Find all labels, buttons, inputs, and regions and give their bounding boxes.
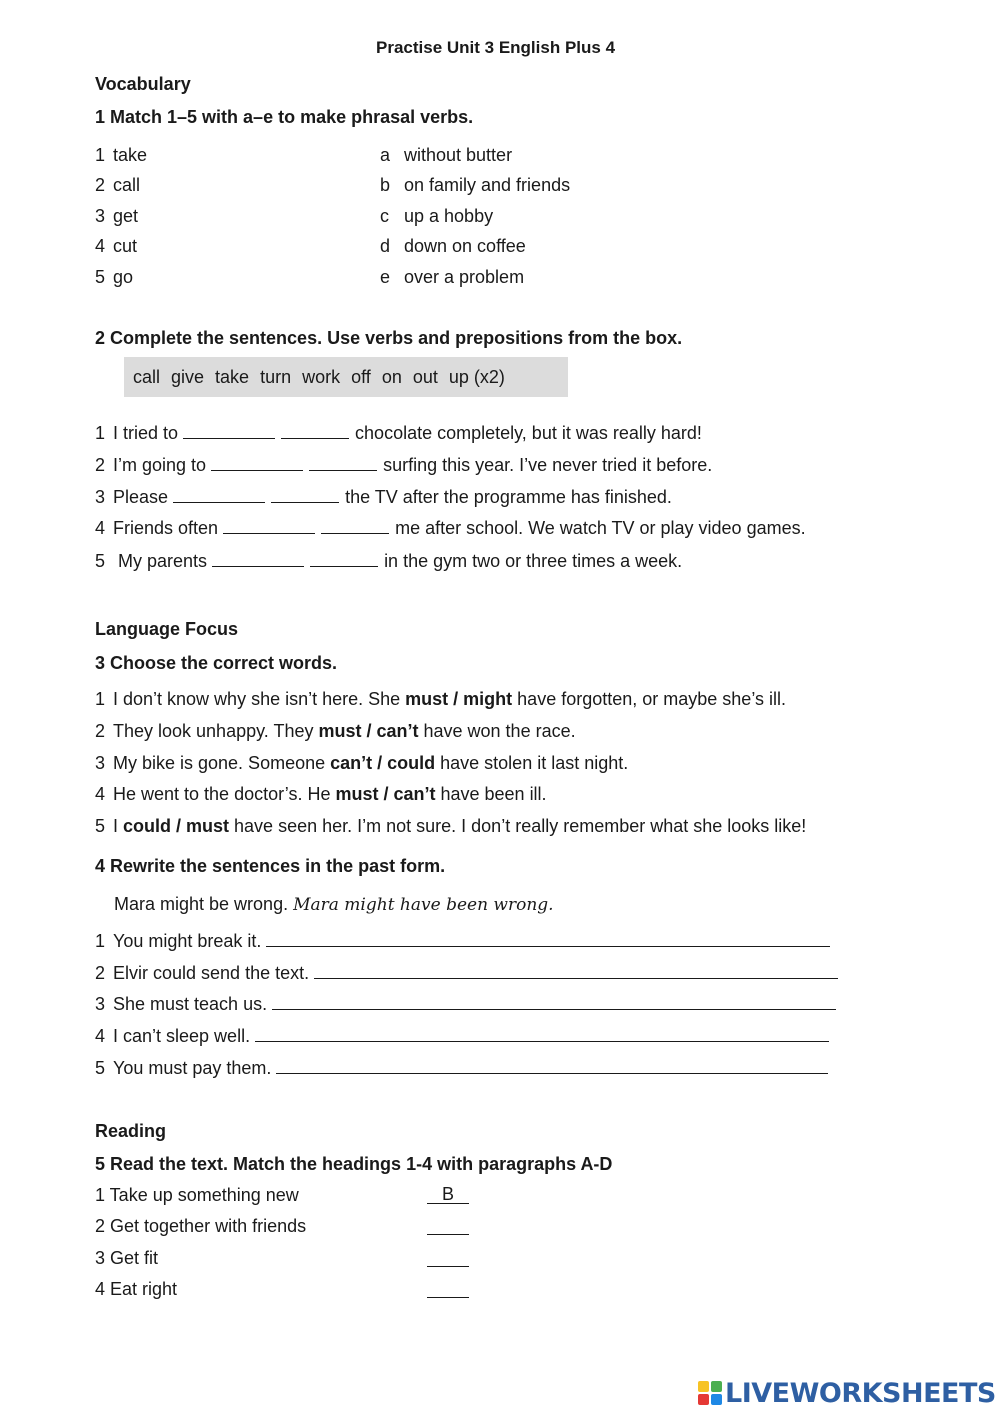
list-item <box>380 175 570 196</box>
sentence-end: have been ill. <box>435 784 547 804</box>
item-text: take <box>113 145 148 165</box>
sentence-end: chocolate completely, but it was really hard! <box>355 423 702 443</box>
item-text: call <box>113 175 141 195</box>
list-item <box>95 175 140 196</box>
exercise-5-instruction: 5 Read the text. Match the headings 1-4 with paragraphs A-D <box>95 1154 613 1174</box>
sentence-start: My parents <box>113 551 208 571</box>
item-number: 1 <box>95 931 106 951</box>
list-item <box>95 267 133 288</box>
liveworksheets-logo[interactable] <box>698 1378 996 1408</box>
item-number: 2 <box>95 963 106 983</box>
sentence-start: My bike is gone. Someone <box>113 753 331 773</box>
list-item <box>95 422 702 444</box>
item-text: over a problem <box>404 267 525 287</box>
list-item <box>380 206 493 227</box>
list-item <box>380 236 526 257</box>
item-text: cut <box>113 236 138 256</box>
logo-text: LIVEWORKSHEETS <box>725 1377 996 1409</box>
item-number: 3 <box>95 206 106 226</box>
item-text: up a hobby <box>404 206 494 226</box>
item-number: 2 <box>95 175 106 195</box>
item-text: I can’t sleep well. <box>113 1026 251 1046</box>
sentence-start: They look unhappy. They <box>113 721 319 741</box>
list-item <box>95 236 137 257</box>
sentence-start: He went to the doctor’s. He <box>113 784 336 804</box>
sentence-start: Friends often <box>113 518 219 538</box>
list-item: 3 Get fit <box>95 1248 159 1268</box>
item-number: 4 <box>95 784 106 804</box>
item-number: 2 <box>95 455 106 475</box>
list-item <box>95 816 806 837</box>
item-text: without butter <box>404 145 513 165</box>
item-number: 1 <box>95 145 106 165</box>
answer-line[interactable] <box>255 1025 829 1042</box>
answer-field[interactable]: B <box>427 1184 469 1204</box>
item-letter: b <box>380 175 391 195</box>
word-box-item: work <box>302 367 341 387</box>
item-number: 5 <box>95 816 106 836</box>
list-item: 4 Eat right <box>95 1279 178 1299</box>
sentence-start: I don’t know why she isn’t here. She <box>113 689 406 709</box>
word-box-item: on <box>381 367 402 387</box>
item-letter: a <box>380 145 391 165</box>
sentence-start: I tried to <box>113 423 179 443</box>
list-item <box>380 145 512 166</box>
sentence-end: surfing this year. I’ve never tried it before. <box>383 455 713 475</box>
item-text: on family and friends <box>404 175 571 195</box>
blank-preposition[interactable] <box>271 486 339 503</box>
item-number: 4 <box>95 236 106 256</box>
section-heading-vocabulary: Vocabulary <box>95 74 191 94</box>
sentence-end: me after school. We watch TV or play video games. <box>395 518 806 538</box>
item-letter: d <box>380 236 391 256</box>
item-text: Elvir could send the text. <box>113 963 310 983</box>
answer-line[interactable] <box>276 1057 828 1074</box>
list-item <box>95 1025 829 1047</box>
word-choice[interactable]: must / can’t <box>318 721 419 741</box>
item-number: 3 <box>95 487 106 507</box>
item-text: You might break it. <box>113 931 262 951</box>
list-item <box>95 145 147 166</box>
blank-preposition[interactable] <box>309 454 377 471</box>
item-number: 4 <box>95 518 106 538</box>
item-number: 5 <box>95 551 106 571</box>
sentence-start: I’m going to <box>113 455 207 475</box>
item-number: 3 <box>95 753 106 773</box>
list-item <box>380 267 524 288</box>
sentence-end: the TV after the programme has finished. <box>345 487 672 507</box>
word-box-item: out <box>412 367 438 387</box>
blank-verb[interactable] <box>183 422 275 439</box>
sentence-end: have stolen it last night. <box>435 753 629 773</box>
word-choice[interactable]: can’t / could <box>330 753 436 773</box>
exercise-2-instruction: 2 Complete the sentences. Use verbs and prepositions from the box. <box>95 328 683 348</box>
list-item <box>95 550 682 572</box>
item-text: go <box>113 267 134 287</box>
list-item <box>95 721 576 742</box>
sentence-end: have forgotten, or maybe she’s ill. <box>512 689 786 709</box>
list-item <box>95 784 547 805</box>
item-letter: c <box>380 206 389 226</box>
blank-verb[interactable] <box>173 486 265 503</box>
word-box-item: up (x2) <box>448 367 505 387</box>
section-heading-reading: Reading <box>95 1121 167 1141</box>
word-box-item: give <box>171 367 205 387</box>
list-item <box>95 454 712 476</box>
exercise-1-instruction: 1 Match 1–5 with a–e to make phrasal verbs. <box>95 107 474 127</box>
word-box <box>124 357 568 397</box>
answer-field[interactable] <box>427 1247 469 1267</box>
section-heading-language-focus: Language Focus <box>95 619 239 639</box>
answer-line[interactable] <box>266 930 830 947</box>
list-item <box>95 689 786 710</box>
word-box-item: call <box>133 367 161 387</box>
list-item <box>95 206 138 227</box>
list-item <box>95 993 836 1015</box>
word-box-item: take <box>215 367 250 387</box>
list-item <box>95 753 628 774</box>
page-title: Practise Unit 3 English Plus 4 <box>376 38 616 57</box>
word-choice[interactable]: must / might <box>405 689 513 709</box>
answer-line[interactable] <box>314 962 838 979</box>
list-item: 1 Take up something new <box>95 1185 299 1205</box>
logo-mark-icon <box>698 1381 722 1405</box>
item-text: You must pay them. <box>113 1058 272 1078</box>
item-number: 1 <box>95 423 106 443</box>
item-number: 2 <box>95 721 106 741</box>
sentence-start: Please <box>113 487 169 507</box>
word-box-item: turn <box>260 367 292 387</box>
item-number: 3 <box>95 994 106 1014</box>
exercise-3-instruction: 3 Choose the correct words. <box>95 653 338 673</box>
item-text: She must teach us. <box>113 994 268 1014</box>
item-number: 5 <box>95 1058 106 1078</box>
example-answer: Mara might have been wrong. <box>293 895 554 915</box>
list-item <box>95 1057 828 1079</box>
item-letter: e <box>380 267 391 287</box>
answer-line[interactable] <box>272 993 836 1010</box>
answer-field[interactable] <box>427 1215 469 1235</box>
blank-preposition[interactable] <box>281 422 349 439</box>
blank-verb[interactable] <box>223 517 315 534</box>
list-item <box>95 930 830 952</box>
item-number: 5 <box>95 267 106 287</box>
word-box-item: off <box>351 367 371 387</box>
list-item <box>95 962 838 984</box>
word-choice[interactable]: must / can’t <box>335 784 436 804</box>
exercise-4-instruction: 4 Rewrite the sentences in the past form. <box>95 856 446 876</box>
item-number: 4 <box>95 1026 106 1046</box>
list-item <box>95 486 672 508</box>
blank-preposition[interactable] <box>310 550 378 567</box>
blank-verb[interactable] <box>212 550 304 567</box>
item-number: 1 <box>95 689 106 709</box>
item-text: get <box>113 206 139 226</box>
list-item <box>95 517 806 539</box>
answer-field[interactable] <box>427 1278 469 1298</box>
blank-verb[interactable] <box>211 454 303 471</box>
item-text: down on coffee <box>404 236 526 256</box>
list-item: 2 Get together with friends <box>95 1216 307 1236</box>
sentence-start: I <box>113 816 124 836</box>
word-choice[interactable]: could / must <box>123 816 230 836</box>
sentence-end: have seen her. I’m not sure. I don’t really remember what she looks like! <box>229 816 807 836</box>
example-sentence <box>114 894 554 915</box>
sentence-end: in the gym two or three times a week. <box>384 551 683 571</box>
blank-preposition[interactable] <box>321 517 389 534</box>
example-prompt: Mara might be wrong. <box>114 894 289 914</box>
sentence-end: have won the race. <box>418 721 576 741</box>
